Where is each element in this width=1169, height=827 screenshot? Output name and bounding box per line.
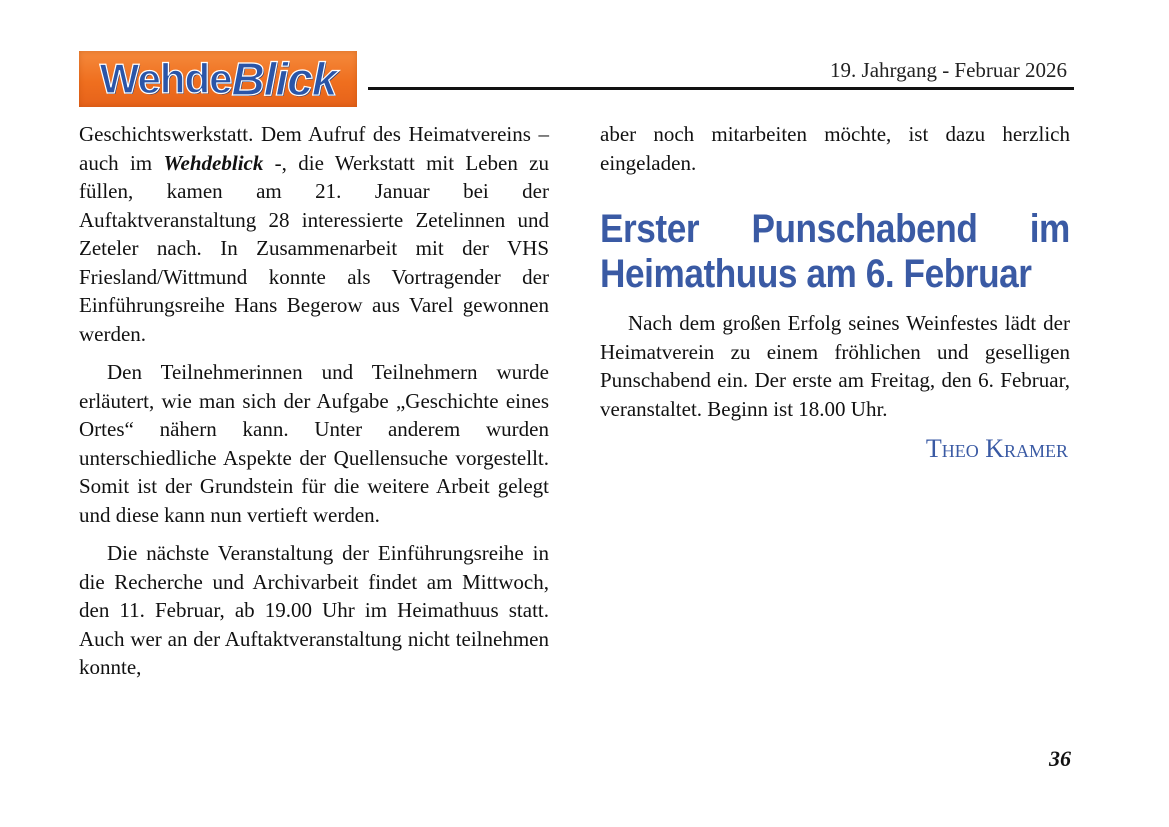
issue-info: 19. Jahrgang - Februar 2026 — [830, 58, 1067, 82]
article-headline: Erster Punschabend im Heimathuus am 6. Februar — [600, 207, 1070, 296]
article-body: Nach dem großen Erfolg seines Weinfestes lädt der Heimatverein zu einem fröhlichen und geselligen Punschabend ein. Der erste am Freitag, den 6. Februar, veranstaltet. Beginn ist 18.00 Uhr. — [600, 311, 1070, 421]
logo-wordmark-blick: Blick — [231, 53, 337, 105]
left-paragraph-2: Den Teilnehmerinnen und Teilnehmern wurde erläutert, wie man sich der Aufgabe „Geschichte eines Ortes“ nähern kann. Unter anderem wurden unterschiedliche Aspekte der Quellensuche vorgestellt. Somit ist der Grundstein für die weitere Arbeit gelegt und diese kann nun vertieft werden. — [79, 360, 549, 527]
left-paragraph-1 — [79, 120, 549, 348]
header-rule — [368, 87, 1074, 90]
left-paragraph-1-text-b: -, die Werkstatt mit Leben zu füllen, kamen am 21. Januar bei der Auftaktveranstaltung 28 interessierte Zetelinnen und Zeteler nach. In Zusammenarbeit mit der VHS Friesland/Wittmund konnte als Vortragender der Einführungsreihe Hans Begerow aus Varel gewonnen werden. — [79, 150, 550, 346]
right-column — [600, 120, 1070, 464]
logo-wordmark-wehde: Wehde — [99, 55, 232, 102]
wehdeblick-logo — [79, 51, 357, 107]
left-paragraph-1-text-a: Geschichtswerkstatt. Dem Aufruf des Heimatvereins – auch im — [79, 122, 549, 175]
right-continuation: aber noch mitarbeiten möchte, ist dazu herzlich eingeladen. — [600, 122, 1070, 175]
left-paragraph-3: Die nächste Veranstaltung der Einführungsreihe in die Recherche und Archivarbeit findet am Mittwoch, den 11. Februar, ab 19.00 Uhr im Heimathuus statt. Auch wer an der Auftaktveranstaltung nicht teilnehmen konnte, — [79, 541, 549, 679]
left-column — [79, 120, 549, 682]
article-byline: Theo Kramer — [925, 434, 1068, 463]
wehdeblick-emphasis: Wehdeblick — [163, 150, 264, 175]
page-number: 36 — [1049, 746, 1071, 771]
